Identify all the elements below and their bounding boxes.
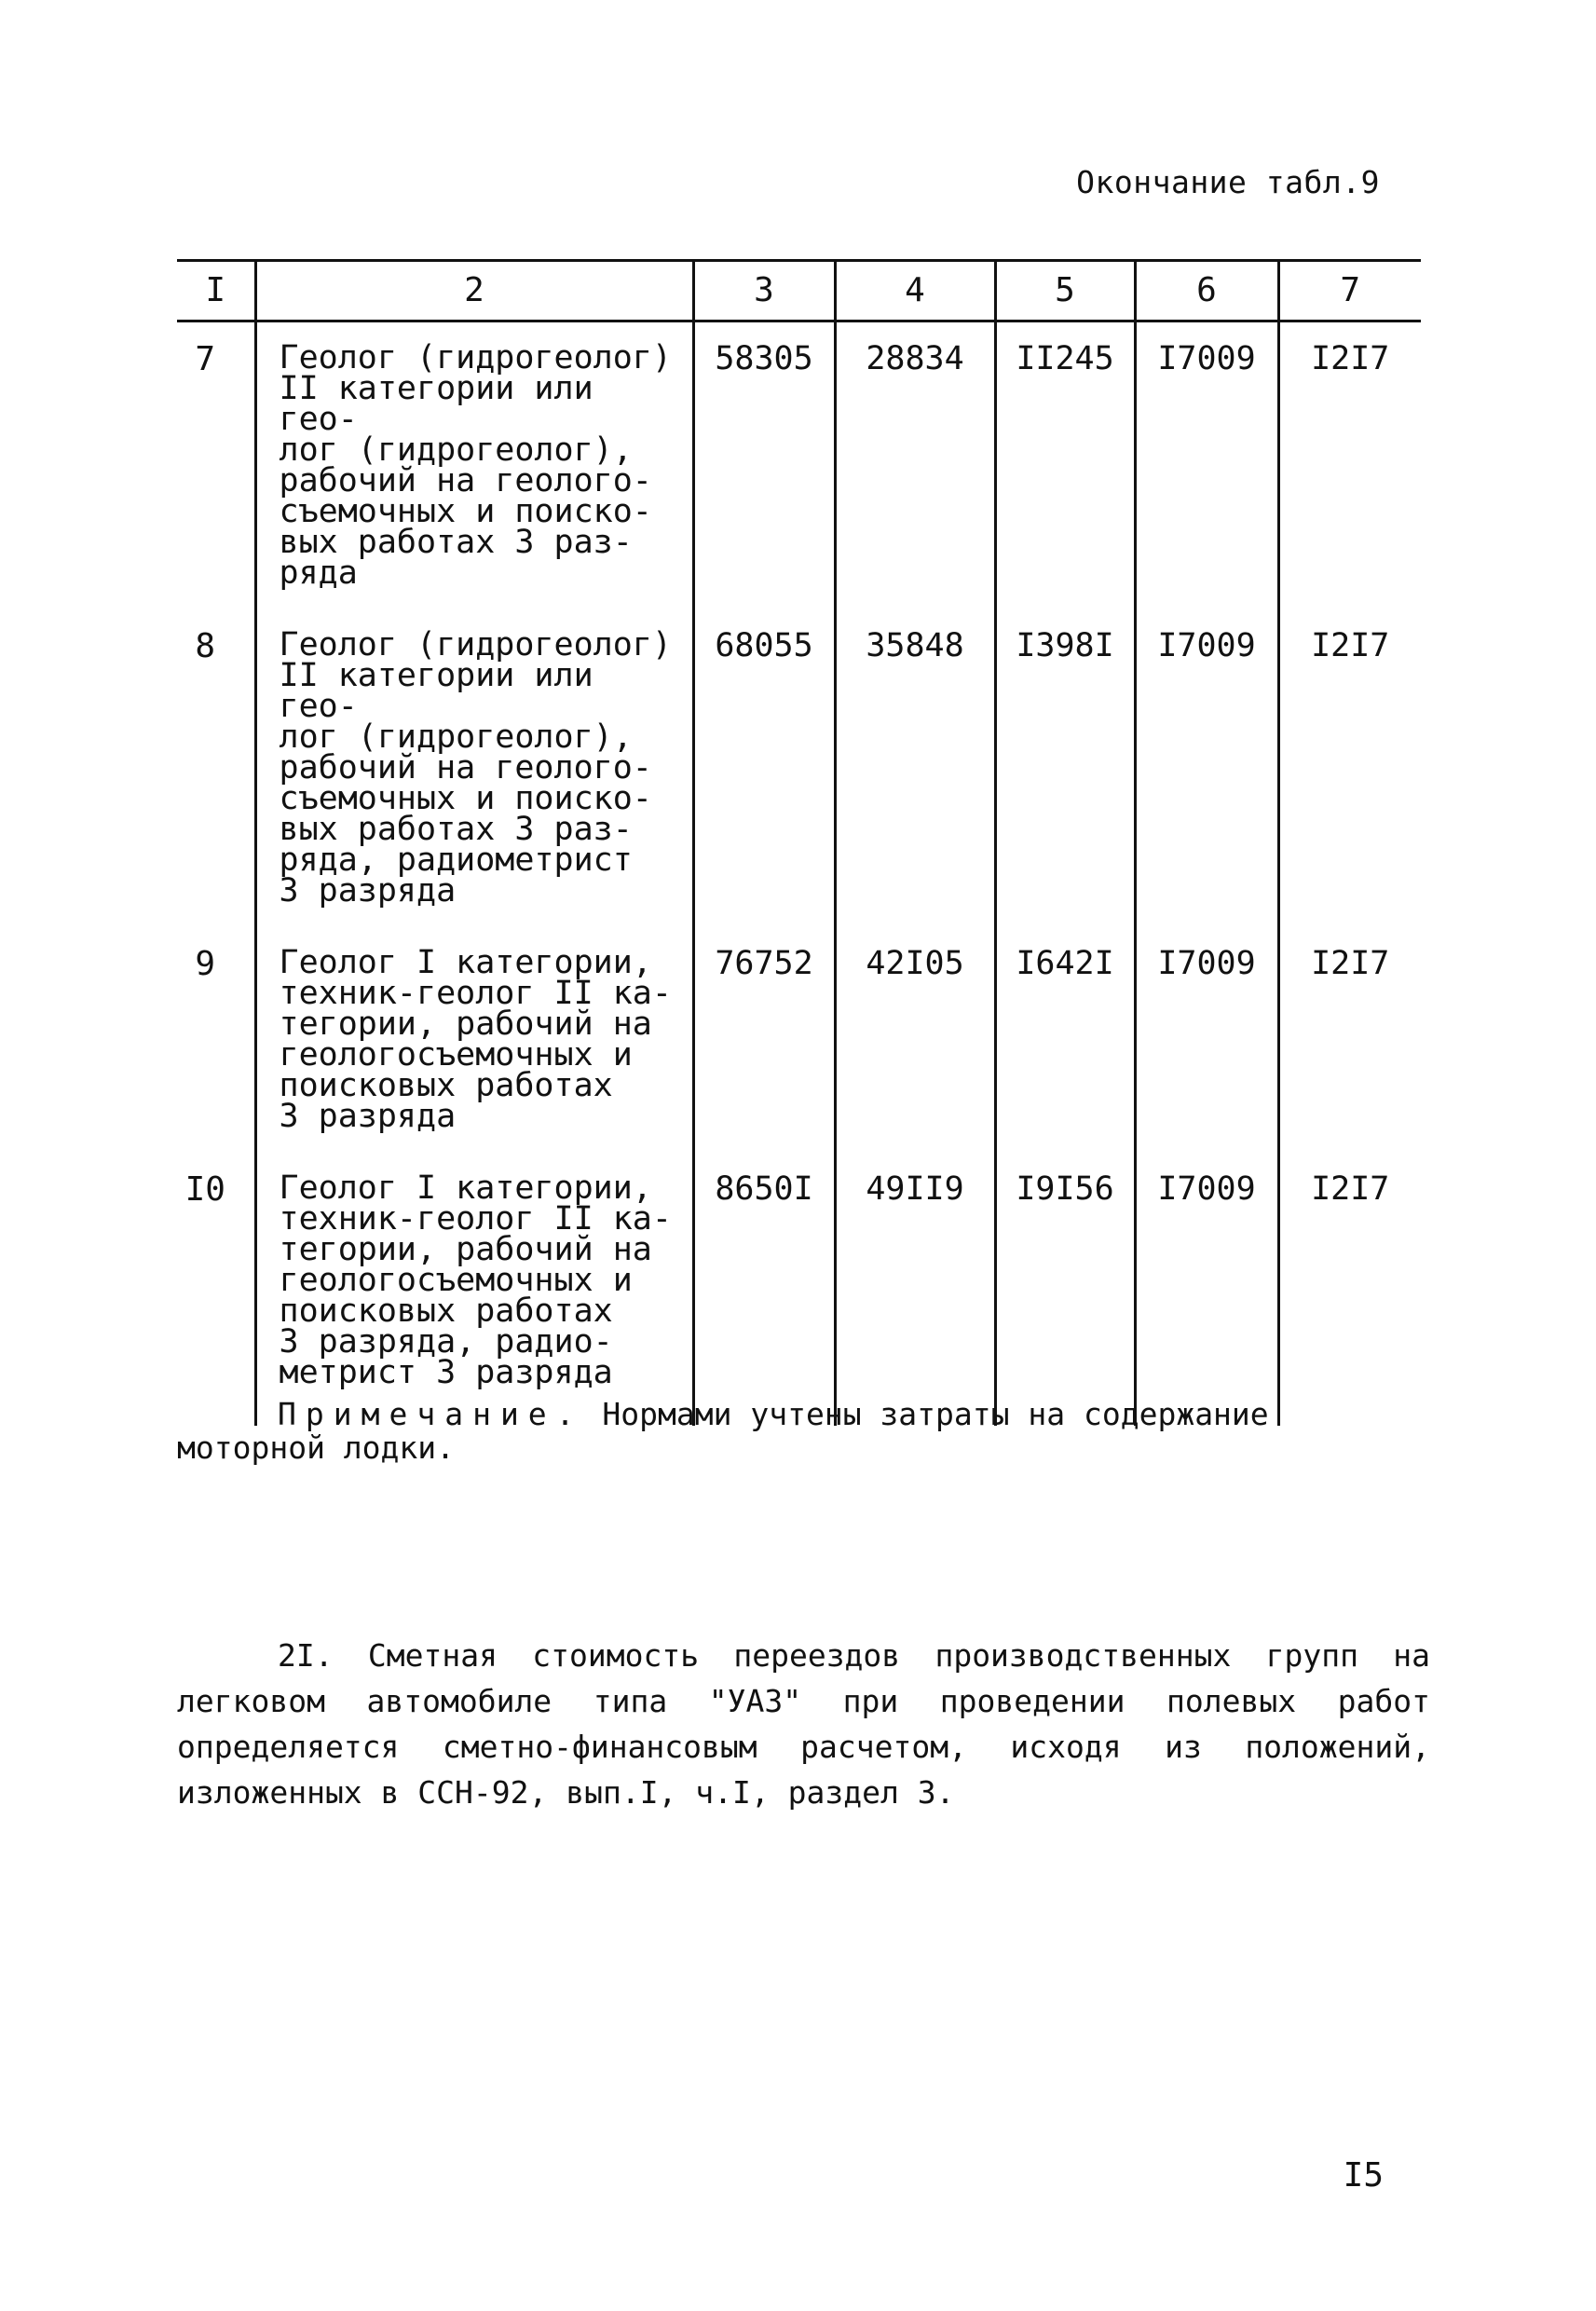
table-row <box>177 927 1421 1153</box>
cell-value: I2I7 <box>1278 927 1421 1153</box>
cell-value: 58305 <box>693 321 835 610</box>
row-number: 7 <box>195 340 216 378</box>
paragraph-21: 2I. Сметная стоимость переездов производственных групп на легковом автомобиле типа "УАЗ" при проведении полевых работ определяется сметно-финансовым расчетом, исходя из положений, изложенных в ССН-92, вып.I, ч.I, раздел 3. <box>177 1637 1430 1811</box>
table-header-row <box>177 261 1421 321</box>
cell-value: I9I56 <box>995 1153 1135 1426</box>
row-description: Геолог (гидрогеолог) II категории или гео- лог (гидрогеолог), рабочий на геолого- съемочных и поиско- вых работах 3 раз- ряда <box>255 321 693 610</box>
table-caption: Окончание табл.9 <box>1076 164 1380 200</box>
row-number: I0 <box>184 1170 225 1209</box>
note-label: Примечание. <box>278 1396 584 1432</box>
cell-value: I7009 <box>1135 321 1278 610</box>
page-number: I5 <box>1343 2156 1384 2195</box>
cell-value: 49II9 <box>835 1153 995 1426</box>
column-header: 7 <box>1278 261 1421 321</box>
cell-value: 35848 <box>835 609 995 927</box>
cell-value: 68055 <box>693 609 835 927</box>
column-header: 6 <box>1135 261 1278 321</box>
column-header: 2 <box>255 261 693 321</box>
cell-value: I7009 <box>1135 927 1278 1153</box>
row-description: Геолог I категории, техник-геолог II ка- тегории, рабочий на геологосъемочных и поисковых работах 3 разряда <box>255 927 693 1153</box>
cell-value: I398I <box>995 609 1135 927</box>
data-table <box>177 259 1421 1426</box>
cell-value: I2I7 <box>1278 1153 1421 1426</box>
row-description: Геолог I категории, техник-геолог II ка- тегории, рабочий на геологосъемочных и поисковых работах 3 разряда, радио- метрист 3 разряда <box>255 1153 693 1426</box>
row-description: Геолог (гидрогеолог) II категории или гео- лог (гидрогеолог), рабочий на геолого- съемочных и поиско- вых работах 3 раз- ряда, радиометрист 3 разряда <box>255 609 693 927</box>
cell-value: I642I <box>995 927 1135 1153</box>
table-row <box>177 321 1421 610</box>
cell-value: I7009 <box>1135 609 1278 927</box>
cell-value: 42I05 <box>835 927 995 1153</box>
note-text: Нормами учтены затраты на содержание моторной лодки. <box>177 1396 1269 1466</box>
cell-value: I2I7 <box>1278 321 1421 610</box>
row-number: 8 <box>195 627 216 665</box>
column-header: 3 <box>693 261 835 321</box>
cell-value: 8650I <box>693 1153 835 1426</box>
table-container <box>177 259 1421 1426</box>
table-row <box>177 609 1421 927</box>
row-number: 9 <box>195 945 216 983</box>
column-header: 5 <box>995 261 1135 321</box>
table-row <box>177 1153 1421 1426</box>
cell-value: 28834 <box>835 321 995 610</box>
table-note <box>177 1398 1425 1465</box>
cell-value: I2I7 <box>1278 609 1421 927</box>
cell-value: II245 <box>995 321 1135 610</box>
column-header: I <box>177 261 255 321</box>
cell-value: I7009 <box>1135 1153 1278 1426</box>
cell-value: 76752 <box>693 927 835 1153</box>
column-header: 4 <box>835 261 995 321</box>
